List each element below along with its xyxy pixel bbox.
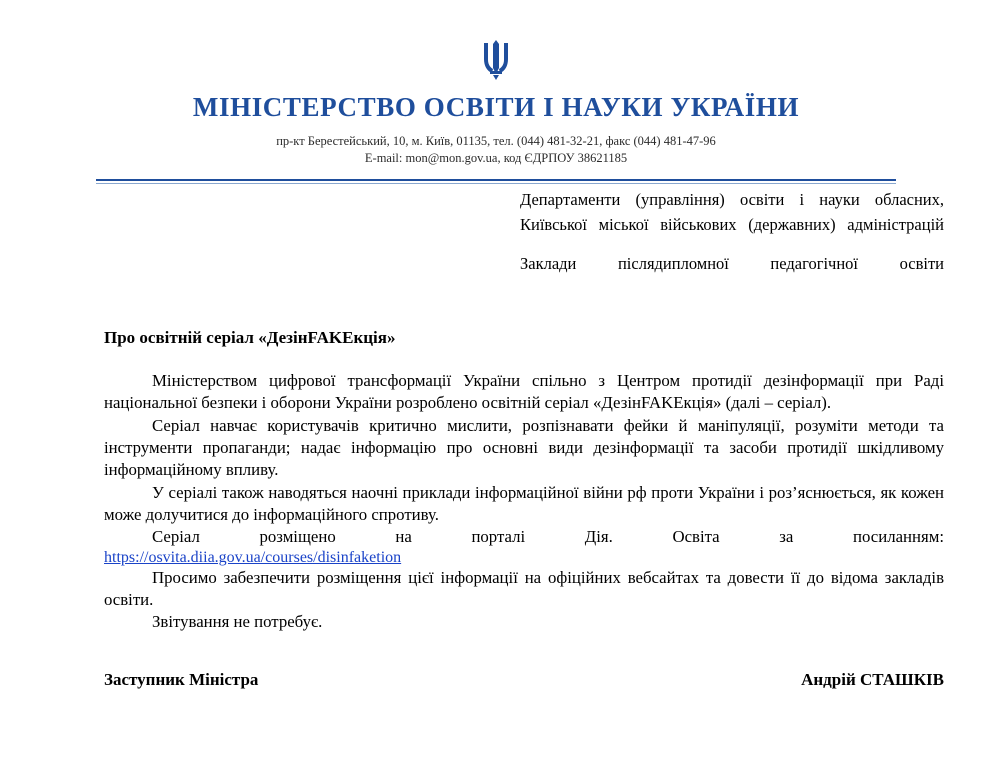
paragraph-2: Серіал навчає користувачів критично мислити, розпізнавати фейки й маніпуляції, розуміти методи та інструменти пропаганди; надає інформацію про основні види дезінформації та засоби протидії шкідливому інформаційному впливу. [104,415,944,480]
paragraph-5: Просимо забезпечити розміщення цієї інформації на офіційних вебсайтах та довести її до відома закладів освіти. [104,567,944,609]
header-divider [96,179,896,184]
document-body [104,328,944,634]
address-line: пр-кт Берестейський, 10, м. Київ, 01135, тел. (044) 481-32-21, факс (044) 481-47-96 [276,134,716,148]
ministry-title: МІНІСТЕРСТВО ОСВІТИ І НАУКИ УКРАЇНИ [192,92,800,122]
addressee-line-2: Заклади післядипломної педагогічної освіти [520,253,944,273]
addressee-line-1: Департаменти (управління) освіти і науки обласних, Київської міської військових (державних) адміністрацій [520,190,944,234]
document-subject: Про освітній серіал «ДезінFAKEкція» [104,328,396,347]
signer-position: Заступник Міністра [104,670,259,689]
paragraph-3: У серіалі також наводяться наочні приклади інформаційної війни рф проти України і роз’яснюється, як кожен може долучитися до інформаційного спротиву. [104,482,944,524]
addressee-block [520,188,944,276]
divider-thick [96,179,896,181]
signature-block [104,670,944,690]
paragraph-4-prefix: Серіал розміщено на порталі Дія. Освіта за посиланням: [152,527,944,547]
email-line: E-mail: mon@mon.gov.ua, код ЄДРПОУ 38621185 [364,150,628,165]
paragraph-6: Звітування не потребує. [152,612,323,632]
paragraph-1: Міністерством цифрової трансформації України спільно з Центром протидії дезінформації при Раді національної безпеки і оборони України розроблено освітній серіал «ДезінFAKEкція» (далі – серіал). [104,371,944,413]
course-link[interactable]: https://osvita.diia.gov.ua/courses/disinfaketion [104,548,402,566]
ukraine-trident-emblem [479,38,513,82]
signer-name: Андрій СТАШКІВ [801,670,944,689]
divider-thin [96,183,896,184]
letterhead [0,0,992,184]
